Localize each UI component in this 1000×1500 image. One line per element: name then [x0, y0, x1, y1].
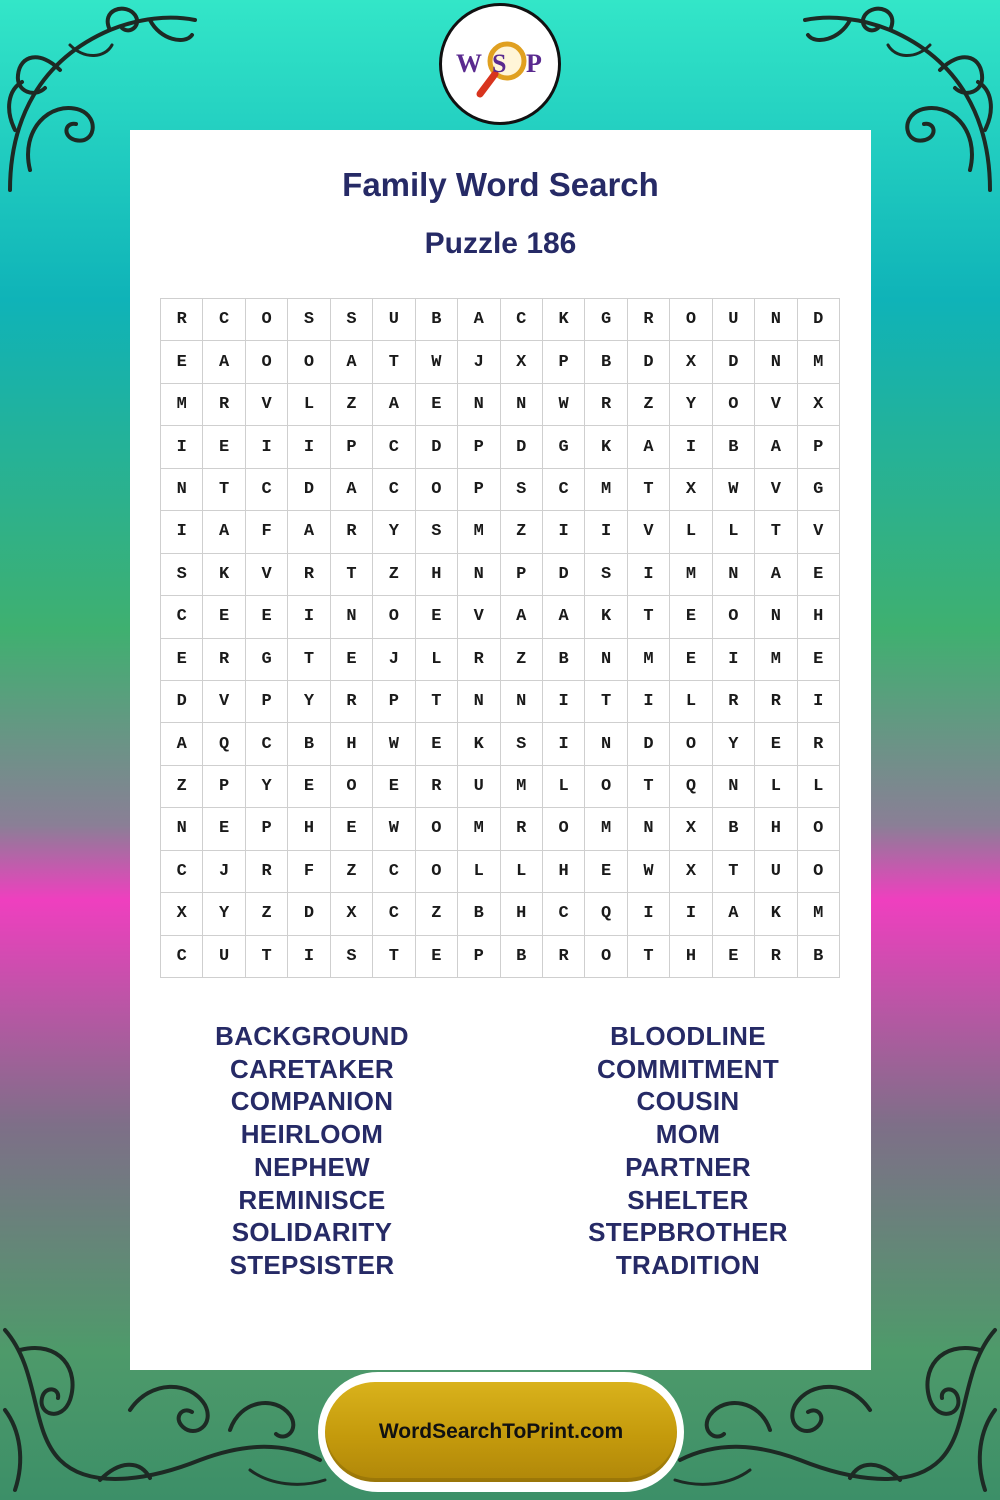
grid-cell[interactable]: O — [373, 596, 415, 638]
grid-cell[interactable]: O — [416, 851, 458, 893]
grid-cell[interactable]: E — [798, 639, 840, 681]
word-list-item: STEPBROTHER — [588, 1217, 788, 1248]
grid-cell[interactable]: P — [246, 681, 288, 723]
page-title: Family Word Search — [342, 166, 659, 203]
grid-cell[interactable]: A — [331, 341, 373, 383]
grid-cell[interactable]: V — [755, 469, 797, 511]
word-list-item: BACKGROUND — [215, 1021, 409, 1051]
word-list-item: SOLIDARITY — [231, 1217, 393, 1248]
word-list-item: SHELTER — [627, 1184, 749, 1215]
letter-grid — [160, 298, 840, 978]
grid-cell[interactable]: U — [755, 851, 797, 893]
grid-cell[interactable]: F — [288, 851, 330, 893]
grid-cell[interactable]: N — [458, 681, 500, 723]
grid-cell[interactable]: O — [416, 808, 458, 850]
grid-cell[interactable]: T — [416, 681, 458, 723]
grid-cell[interactable]: S — [161, 554, 203, 596]
grid-cell[interactable]: A — [755, 554, 797, 596]
word-list-item: STEPSISTER — [229, 1249, 395, 1280]
grid-cell[interactable]: H — [288, 808, 330, 850]
grid-cell[interactable]: D — [798, 299, 840, 341]
grid-cell[interactable]: A — [161, 723, 203, 765]
grid-cell[interactable]: M — [670, 554, 712, 596]
grid-cell[interactable]: C — [373, 426, 415, 468]
grid-cell[interactable]: E — [416, 723, 458, 765]
grid-cell[interactable]: Y — [246, 766, 288, 808]
grid-cell[interactable]: B — [501, 936, 543, 978]
grid-cell[interactable]: E — [203, 808, 245, 850]
word-list-item: COMMITMENT — [596, 1053, 780, 1084]
grid-cell[interactable]: E — [713, 936, 755, 978]
grid-cell[interactable]: M — [755, 639, 797, 681]
grid-cell[interactable]: A — [203, 511, 245, 553]
grid-cell[interactable]: W — [373, 723, 415, 765]
grid-cell[interactable]: C — [161, 851, 203, 893]
grid-cell[interactable]: X — [161, 893, 203, 935]
grid-cell[interactable]: R — [416, 766, 458, 808]
grid-cell[interactable]: D — [713, 341, 755, 383]
grid-cell[interactable]: I — [798, 681, 840, 723]
grid-cell[interactable]: S — [501, 723, 543, 765]
word-list-item: MOM — [655, 1119, 721, 1150]
grid-cell[interactable]: I — [670, 893, 712, 935]
grid-cell[interactable]: M — [458, 511, 500, 553]
grid-cell[interactable]: B — [713, 808, 755, 850]
grid-cell[interactable]: O — [798, 851, 840, 893]
grid-cell[interactable]: N — [713, 766, 755, 808]
grid-cell[interactable]: X — [798, 384, 840, 426]
grid-cell[interactable]: D — [288, 469, 330, 511]
grid-cell[interactable]: P — [543, 341, 585, 383]
grid-cell[interactable]: O — [331, 766, 373, 808]
grid-cell[interactable]: T — [628, 766, 670, 808]
grid-cell[interactable]: H — [501, 893, 543, 935]
grid-cell[interactable]: T — [585, 681, 627, 723]
grid-cell[interactable]: T — [628, 469, 670, 511]
grid-cell[interactable]: N — [585, 723, 627, 765]
word-list-item: REMINISCE — [238, 1184, 386, 1215]
grid-cell[interactable]: T — [373, 936, 415, 978]
grid-cell[interactable]: I — [288, 426, 330, 468]
grid-cell[interactable]: Z — [628, 384, 670, 426]
word-list-item: PARTNER — [625, 1151, 751, 1182]
grid-cell[interactable]: T — [331, 554, 373, 596]
grid-cell[interactable]: Z — [161, 766, 203, 808]
grid-cell[interactable]: N — [755, 341, 797, 383]
grid-cell[interactable]: Y — [288, 681, 330, 723]
grid-cell[interactable]: N — [713, 554, 755, 596]
grid-cell[interactable]: I — [585, 511, 627, 553]
grid-cell[interactable]: C — [543, 469, 585, 511]
grid-cell[interactable]: O — [416, 469, 458, 511]
grid-cell[interactable]: R — [331, 681, 373, 723]
grid-cell[interactable]: K — [755, 893, 797, 935]
grid-cell[interactable]: P — [331, 426, 373, 468]
grid-cell[interactable]: O — [246, 299, 288, 341]
grid-cell[interactable]: X — [670, 808, 712, 850]
word-list-item: COMPANION — [230, 1086, 394, 1117]
grid-cell[interactable]: E — [585, 851, 627, 893]
grid-cell[interactable]: N — [458, 384, 500, 426]
grid-cell[interactable]: X — [331, 893, 373, 935]
grid-cell[interactable]: X — [670, 469, 712, 511]
grid-cell[interactable]: E — [416, 384, 458, 426]
grid-cell[interactable]: R — [161, 299, 203, 341]
grid-cell[interactable]: B — [543, 639, 585, 681]
grid-cell[interactable]: B — [458, 893, 500, 935]
grid-cell[interactable]: S — [288, 299, 330, 341]
grid-cell[interactable]: I — [670, 426, 712, 468]
grid-cell[interactable]: H — [755, 808, 797, 850]
grid-cell[interactable]: P — [798, 426, 840, 468]
grid-cell[interactable]: S — [331, 299, 373, 341]
word-list-item: COUSIN — [636, 1086, 740, 1117]
grid-cell[interactable]: D — [416, 426, 458, 468]
grid-cell[interactable]: U — [713, 299, 755, 341]
grid-cell[interactable]: Y — [713, 723, 755, 765]
grid-cell[interactable]: E — [755, 723, 797, 765]
grid-cell[interactable]: C — [373, 469, 415, 511]
grid-cell[interactable]: D — [161, 681, 203, 723]
grid-cell[interactable]: A — [501, 596, 543, 638]
grid-cell[interactable]: W — [628, 851, 670, 893]
grid-cell[interactable]: C — [373, 893, 415, 935]
grid-cell[interactable]: Q — [203, 723, 245, 765]
grid-cell[interactable]: R — [755, 681, 797, 723]
grid-cell[interactable]: A — [288, 511, 330, 553]
grid-cell[interactable]: C — [543, 893, 585, 935]
grid-cell[interactable]: L — [288, 384, 330, 426]
grid-cell[interactable]: I — [628, 554, 670, 596]
grid-cell[interactable]: R — [458, 639, 500, 681]
grid-cell[interactable]: K — [585, 596, 627, 638]
word-list-item: TRADITION — [615, 1249, 761, 1280]
grid-cell[interactable]: V — [798, 511, 840, 553]
grid-cell[interactable]: G — [246, 639, 288, 681]
grid-cell[interactable]: Z — [246, 893, 288, 935]
grid-cell[interactable]: Z — [331, 384, 373, 426]
grid-cell[interactable]: R — [501, 808, 543, 850]
grid-cell[interactable]: Q — [670, 766, 712, 808]
word-list-item: HEIRLOOM — [240, 1119, 384, 1150]
grid-cell[interactable]: D — [288, 893, 330, 935]
grid-cell[interactable]: A — [755, 426, 797, 468]
grid-cell[interactable]: X — [501, 341, 543, 383]
grid-cell[interactable]: C — [501, 299, 543, 341]
grid-cell[interactable]: E — [798, 554, 840, 596]
grid-cell[interactable]: H — [416, 554, 458, 596]
grid-cell[interactable]: O — [713, 596, 755, 638]
grid-cell[interactable]: Z — [501, 511, 543, 553]
grid-cell[interactable]: E — [670, 596, 712, 638]
grid-cell[interactable]: N — [161, 808, 203, 850]
grid-cell[interactable]: K — [585, 426, 627, 468]
grid-cell[interactable]: R — [203, 384, 245, 426]
grid-cell[interactable]: Q — [585, 893, 627, 935]
grid-cell[interactable]: A — [373, 384, 415, 426]
website-button-face[interactable] — [325, 1382, 677, 1482]
grid-cell[interactable]: E — [161, 341, 203, 383]
grid-cell[interactable]: U — [458, 766, 500, 808]
grid-cell[interactable]: Y — [670, 384, 712, 426]
grid-cell[interactable]: J — [458, 341, 500, 383]
logo-letter-p: P — [526, 49, 542, 78]
grid-cell[interactable]: O — [585, 766, 627, 808]
grid-cell[interactable]: K — [203, 554, 245, 596]
grid-cell[interactable]: W — [416, 341, 458, 383]
grid-cell[interactable]: T — [755, 511, 797, 553]
grid-cell[interactable]: I — [288, 596, 330, 638]
grid-cell[interactable]: A — [331, 469, 373, 511]
grid-cell[interactable]: O — [585, 936, 627, 978]
grid-cell[interactable]: I — [713, 639, 755, 681]
logo-letter-s: S — [492, 49, 507, 78]
grid-cell[interactable]: L — [713, 511, 755, 553]
grid-cell[interactable]: I — [543, 723, 585, 765]
grid-cell[interactable]: E — [161, 639, 203, 681]
grid-cell[interactable]: V — [246, 554, 288, 596]
grid-cell[interactable]: R — [203, 639, 245, 681]
grid-cell[interactable]: T — [713, 851, 755, 893]
grid-cell[interactable]: O — [798, 808, 840, 850]
grid-cell[interactable]: M — [628, 639, 670, 681]
grid-cell[interactable]: E — [331, 808, 373, 850]
grid-cell[interactable]: D — [543, 554, 585, 596]
grid-cell[interactable]: Y — [373, 511, 415, 553]
grid-cell[interactable]: L — [543, 766, 585, 808]
grid-cell[interactable]: T — [373, 341, 415, 383]
grid-cell[interactable]: O — [246, 341, 288, 383]
grid-cell[interactable]: M — [585, 808, 627, 850]
grid-cell[interactable]: A — [628, 426, 670, 468]
website-button[interactable] — [318, 1372, 684, 1492]
grid-cell[interactable]: S — [416, 511, 458, 553]
grid-cell[interactable]: R — [628, 299, 670, 341]
grid-cell[interactable]: B — [798, 936, 840, 978]
word-list-item: CARETAKER — [230, 1053, 394, 1084]
grid-cell[interactable]: L — [798, 766, 840, 808]
word-list-item: NEPHEW — [254, 1151, 370, 1182]
grid-cell[interactable]: H — [670, 936, 712, 978]
grid-cell[interactable]: E — [416, 596, 458, 638]
grid-cell[interactable]: G — [798, 469, 840, 511]
grid-cell[interactable]: T — [203, 469, 245, 511]
grid-cell[interactable]: I — [543, 681, 585, 723]
grid-cell[interactable]: C — [246, 469, 288, 511]
grid-cell[interactable]: V — [628, 511, 670, 553]
grid-cell[interactable]: E — [203, 596, 245, 638]
grid-cell[interactable]: E — [203, 426, 245, 468]
grid-cell[interactable]: T — [628, 936, 670, 978]
grid-cell[interactable]: N — [331, 596, 373, 638]
grid-cell[interactable]: M — [798, 341, 840, 383]
grid-cell[interactable]: R — [543, 936, 585, 978]
grid-cell[interactable]: E — [670, 639, 712, 681]
grid-cell[interactable]: R — [585, 384, 627, 426]
grid-cell[interactable]: V — [203, 681, 245, 723]
grid-cell[interactable]: N — [458, 554, 500, 596]
grid-cell[interactable]: B — [713, 426, 755, 468]
grid-cell[interactable]: M — [458, 808, 500, 850]
grid-cell[interactable]: I — [628, 681, 670, 723]
grid-cell[interactable]: Z — [331, 851, 373, 893]
grid-cell[interactable]: L — [458, 851, 500, 893]
grid-cell[interactable]: I — [288, 936, 330, 978]
grid-cell[interactable]: K — [543, 299, 585, 341]
grid-cell[interactable]: L — [501, 851, 543, 893]
grid-cell[interactable]: R — [798, 723, 840, 765]
grid-cell[interactable]: O — [543, 808, 585, 850]
grid-cell[interactable]: A — [713, 893, 755, 935]
grid-cell[interactable]: H — [798, 596, 840, 638]
grid-cell[interactable]: L — [670, 681, 712, 723]
grid-cell[interactable]: O — [713, 384, 755, 426]
grid-cell[interactable]: G — [585, 299, 627, 341]
grid-cell[interactable]: C — [373, 851, 415, 893]
grid-cell[interactable]: N — [755, 596, 797, 638]
grid-cell[interactable]: I — [246, 426, 288, 468]
grid-cell[interactable]: T — [246, 936, 288, 978]
puzzle-number: Puzzle 186 — [424, 227, 577, 260]
grid-cell[interactable]: Z — [373, 554, 415, 596]
grid-cell[interactable]: A — [458, 299, 500, 341]
grid-cell[interactable]: N — [501, 384, 543, 426]
grid-cell[interactable]: R — [288, 554, 330, 596]
grid-cell[interactable]: W — [713, 469, 755, 511]
grid-cell[interactable]: G — [543, 426, 585, 468]
grid-cell[interactable]: X — [670, 341, 712, 383]
grid-cell[interactable]: T — [628, 596, 670, 638]
grid-cell[interactable]: O — [288, 341, 330, 383]
grid-cell[interactable]: M — [585, 469, 627, 511]
grid-cell[interactable]: V — [755, 384, 797, 426]
grid-cell[interactable]: N — [628, 808, 670, 850]
grid-cell[interactable]: H — [331, 723, 373, 765]
grid-cell[interactable]: Z — [416, 893, 458, 935]
grid-cell[interactable]: I — [628, 893, 670, 935]
grid-cell[interactable]: D — [628, 341, 670, 383]
grid-cell[interactable]: Y — [203, 893, 245, 935]
grid-cell[interactable]: P — [458, 426, 500, 468]
grid-cell[interactable]: N — [161, 469, 203, 511]
grid-cell[interactable]: E — [373, 766, 415, 808]
grid-cell[interactable]: B — [585, 341, 627, 383]
grid-cell[interactable]: U — [373, 299, 415, 341]
grid-cell[interactable]: E — [288, 766, 330, 808]
grid-cell[interactable]: Z — [501, 639, 543, 681]
grid-cell[interactable]: P — [203, 766, 245, 808]
grid-cell[interactable]: R — [713, 681, 755, 723]
grid-cell[interactable]: I — [161, 511, 203, 553]
grid-cell[interactable]: W — [543, 384, 585, 426]
grid-cell[interactable]: M — [161, 384, 203, 426]
grid-cell[interactable]: R — [331, 511, 373, 553]
grid-cell[interactable]: P — [246, 808, 288, 850]
grid-cell[interactable]: E — [416, 936, 458, 978]
website-label: WordSearchToPrint.com — [378, 1420, 624, 1443]
grid-cell[interactable]: K — [458, 723, 500, 765]
grid-cell[interactable]: D — [628, 723, 670, 765]
site-logo[interactable] — [439, 3, 561, 125]
word-list-right — [523, 1020, 853, 1282]
grid-cell[interactable]: U — [203, 936, 245, 978]
word-list-item: BLOODLINE — [610, 1021, 766, 1051]
grid-cell[interactable]: O — [670, 723, 712, 765]
grid-cell[interactable]: T — [288, 639, 330, 681]
grid-cell[interactable]: F — [246, 511, 288, 553]
grid-cell[interactable]: A — [543, 596, 585, 638]
grid-cell[interactable]: L — [416, 639, 458, 681]
grid-cell[interactable]: M — [798, 893, 840, 935]
grid-cell[interactable]: O — [670, 299, 712, 341]
grid-cell[interactable]: S — [585, 554, 627, 596]
logo-letter-w: W — [456, 49, 482, 78]
grid-cell[interactable]: W — [373, 808, 415, 850]
grid-cell[interactable]: X — [670, 851, 712, 893]
grid-cell[interactable]: L — [670, 511, 712, 553]
grid-cell[interactable]: P — [501, 554, 543, 596]
grid-cell[interactable]: R — [755, 936, 797, 978]
word-list-left — [147, 1020, 477, 1282]
grid-cell[interactable]: S — [501, 469, 543, 511]
grid-cell[interactable]: J — [203, 851, 245, 893]
grid-cell[interactable]: I — [543, 511, 585, 553]
grid-cell[interactable]: A — [203, 341, 245, 383]
grid-cell[interactable]: J — [373, 639, 415, 681]
grid-cell[interactable]: L — [755, 766, 797, 808]
grid-cell[interactable]: C — [203, 299, 245, 341]
grid-cell[interactable]: B — [288, 723, 330, 765]
grid-cell[interactable]: R — [246, 851, 288, 893]
grid-cell[interactable]: N — [585, 639, 627, 681]
grid-cell[interactable]: N — [755, 299, 797, 341]
grid-cell[interactable]: C — [246, 723, 288, 765]
grid-cell[interactable]: D — [501, 426, 543, 468]
grid-cell[interactable]: E — [246, 596, 288, 638]
grid-cell[interactable]: I — [161, 426, 203, 468]
grid-cell[interactable]: C — [161, 936, 203, 978]
grid-cell[interactable]: E — [331, 639, 373, 681]
grid-cell[interactable]: P — [458, 469, 500, 511]
grid-cell[interactable]: P — [458, 936, 500, 978]
grid-cell[interactable]: S — [331, 936, 373, 978]
grid-cell[interactable]: P — [373, 681, 415, 723]
grid-cell[interactable]: M — [501, 766, 543, 808]
grid-cell[interactable]: N — [501, 681, 543, 723]
grid-cell[interactable]: V — [246, 384, 288, 426]
grid-cell[interactable]: H — [543, 851, 585, 893]
grid-cell[interactable]: C — [161, 596, 203, 638]
grid-cell[interactable]: B — [416, 299, 458, 341]
grid-cell[interactable]: V — [458, 596, 500, 638]
